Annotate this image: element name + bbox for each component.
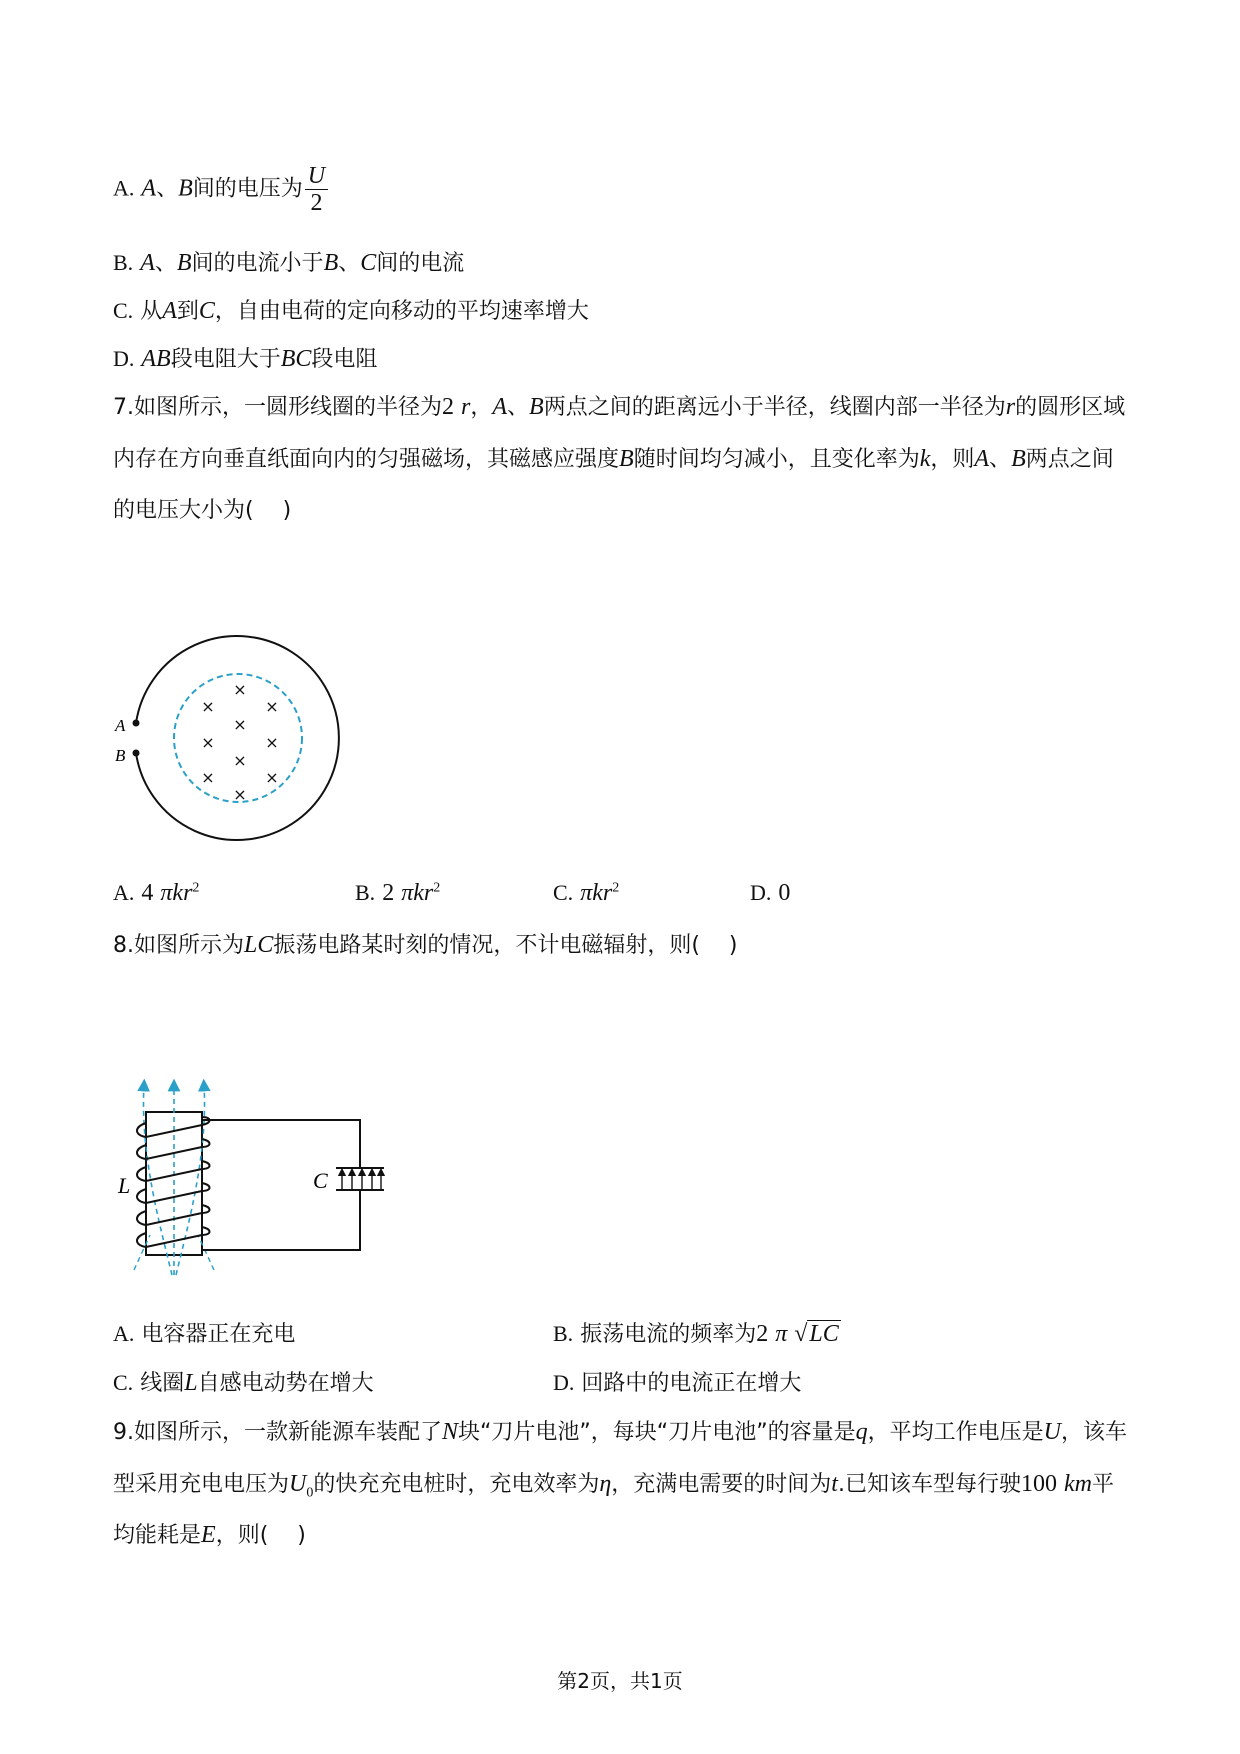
- q6-option-c: C. 从A到C，自由电荷的定向移动的平均速率增大: [113, 298, 589, 324]
- q9-stem-line-2: 型采用充电电压为$U_0$的快充充电桩时，充电效率为η，充满电需要的时间为t.已知该车型每行驶100 km平: [113, 1471, 1114, 1501]
- cross-mark: ×: [201, 697, 215, 716]
- q6-option-d: D. AB段电阻大于BC段电阻: [113, 346, 378, 372]
- q9-stem-line-3: 均能耗是E，则( ): [113, 1522, 306, 1548]
- q8-stem: 8.如图所示为LC振荡电路某时刻的情况，不计电磁辐射，则( ): [113, 932, 738, 958]
- capacitor-field-arrows: [342, 1172, 381, 1189]
- point-b: [133, 750, 140, 757]
- cross-mark: ×: [233, 680, 247, 699]
- q7-coil-figure: [110, 628, 360, 853]
- point-a: [133, 720, 140, 727]
- coil-arc: [136, 636, 339, 840]
- q6-option-b: B. A、B间的电流小于B、C间的电流: [113, 250, 465, 276]
- q7-stem-line-1: 7.如图所示，一圆形线圈的半径为2 r，A、B两点之间的距离远小于半径，线圈内部一半径为r的圆形区域: [113, 394, 1126, 420]
- q8-option-d: D. 回路中的电流正在增大: [553, 1370, 802, 1396]
- cross-mark: ×: [265, 768, 279, 787]
- cross-mark: ×: [265, 733, 279, 752]
- q7-stem-line-3: 的电压大小为( ): [113, 498, 292, 523]
- q8-option-c: C. 线圈L自感电动势在增大: [113, 1370, 374, 1396]
- q8-option-b: B. 振荡电流的频率为2 π √LC: [553, 1321, 839, 1347]
- page-footer: 第2页，共1页: [557, 1669, 683, 1693]
- q9-stem-line-1: 9.如图所示，一款新能源车装配了N块“刀片电池”，每块“刀片电池”的容量是q，平均工作电压是U，该车: [113, 1419, 1127, 1445]
- q8-lc-circuit-figure: [110, 1075, 400, 1290]
- q7-option-b: B. 2 πkr$^2$: [355, 880, 441, 906]
- cross-mark: ×: [201, 768, 215, 787]
- label-l: L: [118, 1173, 131, 1198]
- wire-bottom: [202, 1190, 360, 1250]
- label-a: A: [115, 716, 126, 735]
- q6-option-a: A. A、B间的电压为 $\frac{U}{2}$: [113, 163, 328, 216]
- fraction: $\frac{U}{2}$: [305, 163, 328, 216]
- field-crosses: [201, 680, 278, 804]
- cross-mark: ×: [201, 733, 215, 752]
- label-c: C: [313, 1168, 328, 1193]
- q8-option-a: A. 电容器正在充电: [113, 1321, 296, 1347]
- cross-mark: ×: [265, 697, 279, 716]
- q7-stem-line-2: 内存在方向垂直纸面向内的匀强磁场，其磁感应强度B随时间均匀减小，且变化率为k，则A、B两点之间: [113, 446, 1114, 472]
- cross-mark: ×: [233, 751, 247, 770]
- q7-option-d: D. 0: [750, 880, 791, 906]
- wire-top: [202, 1120, 360, 1168]
- q7-option-a: A. 4 πkr$^2$: [113, 880, 200, 906]
- field-line: [176, 1085, 205, 1275]
- field-line: [198, 1235, 214, 1270]
- cross-mark: ×: [233, 715, 247, 734]
- cross-mark: ×: [233, 785, 247, 804]
- q7-option-c: C. πkr$^2$: [553, 880, 620, 906]
- label-b: B: [115, 746, 126, 765]
